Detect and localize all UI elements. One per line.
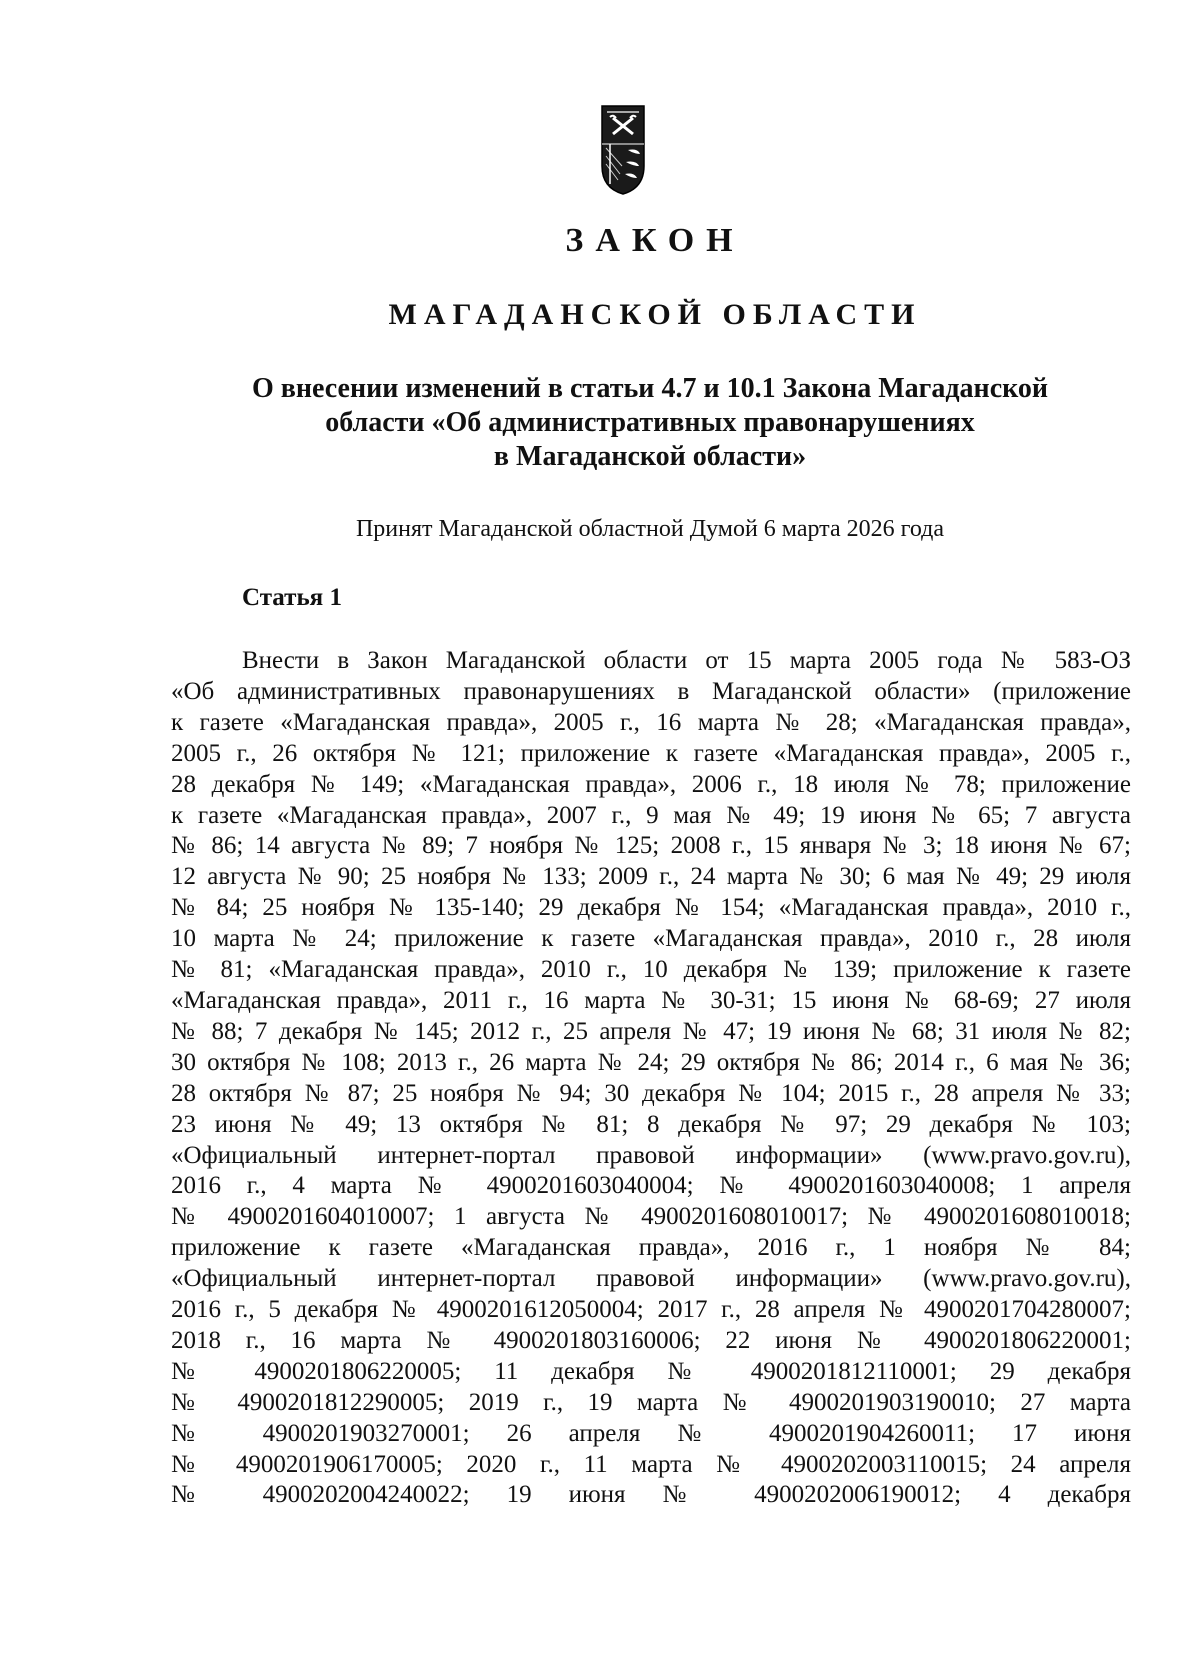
body-line: 30 октября № 108; 2013 г., 26 марта № 24; 29 октября № 86; 2014 г., 6 мая № 36;	[171, 1048, 1131, 1076]
article-body	[171, 646, 1131, 1511]
body-line: № 4900201806220005; 11 декабря № 4900201812110001; 29 декабря	[171, 1357, 1131, 1385]
coat-of-arms-icon	[598, 104, 648, 196]
body-line: 2016 г., 5 декабря № 4900201612050004; 2017 г., 28 апреля № 4900201704280007;	[171, 1296, 1131, 1324]
document-type-heading: ЗАКОН	[565, 222, 745, 259]
body-line: № 88; 7 декабря № 145; 2012 г., 25 апреля № 47; 19 июня № 68; 31 июля № 82;	[171, 1017, 1131, 1045]
law-title-line: области «Об административных правонарушениях	[325, 407, 975, 438]
body-line: приложение к газете «Магаданская правда», 2016 г., 1 ноября № 84;	[171, 1234, 1131, 1262]
body-line: 28 октября № 87; 25 ноября № 94; 30 декабря № 104; 2015 г., 28 апреля № 33;	[171, 1079, 1131, 1107]
article-heading: Статья 1	[242, 584, 342, 611]
body-line: № 86; 14 августа № 89; 7 ноября № 125; 2008 г., 15 января № 3; 18 июня № 67;	[171, 832, 1131, 860]
body-line: «Официальный интернет-портал правовой информации» (www.pravo.gov.ru),	[171, 1265, 1131, 1293]
body-line: 10 марта № 24; приложение к газете «Магаданская правда», 2010 г., 28 июля	[171, 925, 1131, 953]
body-line: № 84; 25 ноября № 135-140; 29 декабря № 154; «Магаданская правда», 2010 г.,	[171, 894, 1131, 922]
body-line: 2018 г., 16 марта № 4900201803160006; 22 июня № 4900201806220001;	[171, 1326, 1131, 1354]
body-line: 23 июня № 49; 13 октября № 81; 8 декабря № 97; 29 декабря № 103;	[171, 1110, 1131, 1138]
law-title-line: О внесении изменений в статьи 4.7 и 10.1 Закона Магаданской	[251, 373, 1049, 404]
body-line: № 4900201812290005; 2019 г., 19 марта № 4900201903190010; 27 марта	[171, 1388, 1131, 1416]
body-line: Внести в Закон Магаданской области от 15 марта 2005 года № 583-ОЗ	[242, 647, 1131, 674]
body-line: 2005 г., 26 октября № 121; приложение к газете «Магаданская правда», 2005 г.,	[171, 739, 1131, 767]
adoption-note: Принят Магаданской областной Думой 6 марта 2026 года	[355, 516, 945, 542]
body-line: 28 декабря № 149; «Магаданская правда», 2006 г., 18 июля № 78; приложение	[171, 770, 1131, 798]
law-title-line: в Магаданской области»	[493, 441, 807, 472]
body-line: «Магаданская правда», 2011 г., 16 марта № 30-31; 15 июня № 68-69; 27 июля	[171, 986, 1131, 1014]
body-line: «Официальный интернет-портал правовой информации» (www.pravo.gov.ru),	[171, 1141, 1131, 1169]
body-line: № 4900201903270001; 26 апреля № 4900201904260011; 17 июня	[171, 1419, 1131, 1447]
body-line: к газете «Магаданская правда», 2005 г., 16 марта № 28; «Магаданская правда»,	[171, 708, 1131, 736]
body-line: 2016 г., 4 марта № 4900201603040004; № 4900201603040008; 1 апреля	[171, 1172, 1131, 1200]
body-line: 12 августа № 90; 25 ноября № 133; 2009 г., 24 марта № 30; 6 мая № 49; 29 июля	[171, 863, 1131, 891]
body-line: к газете «Магаданская правда», 2007 г., 9 мая № 49; 19 июня № 65; 7 августа	[171, 801, 1131, 829]
body-line: «Об административных правонарушениях в Магаданской области» (приложение	[171, 677, 1131, 705]
region-heading: МАГАДАНСКОЙ ОБЛАСТИ	[388, 298, 922, 331]
law-title	[160, 372, 1140, 474]
body-line: № 4900201604010007; 1 августа № 4900201608010017; № 4900201608010018;	[171, 1203, 1131, 1231]
body-line: № 81; «Магаданская правда», 2010 г., 10 декабря № 139; приложение к газете	[171, 956, 1131, 984]
body-line: № 4900201906170005; 2020 г., 11 марта № 4900202003110015; 24 апреля	[171, 1450, 1131, 1478]
body-line: № 4900202004240022; 19 июня № 4900202006190012; 4 декабря	[171, 1481, 1131, 1509]
